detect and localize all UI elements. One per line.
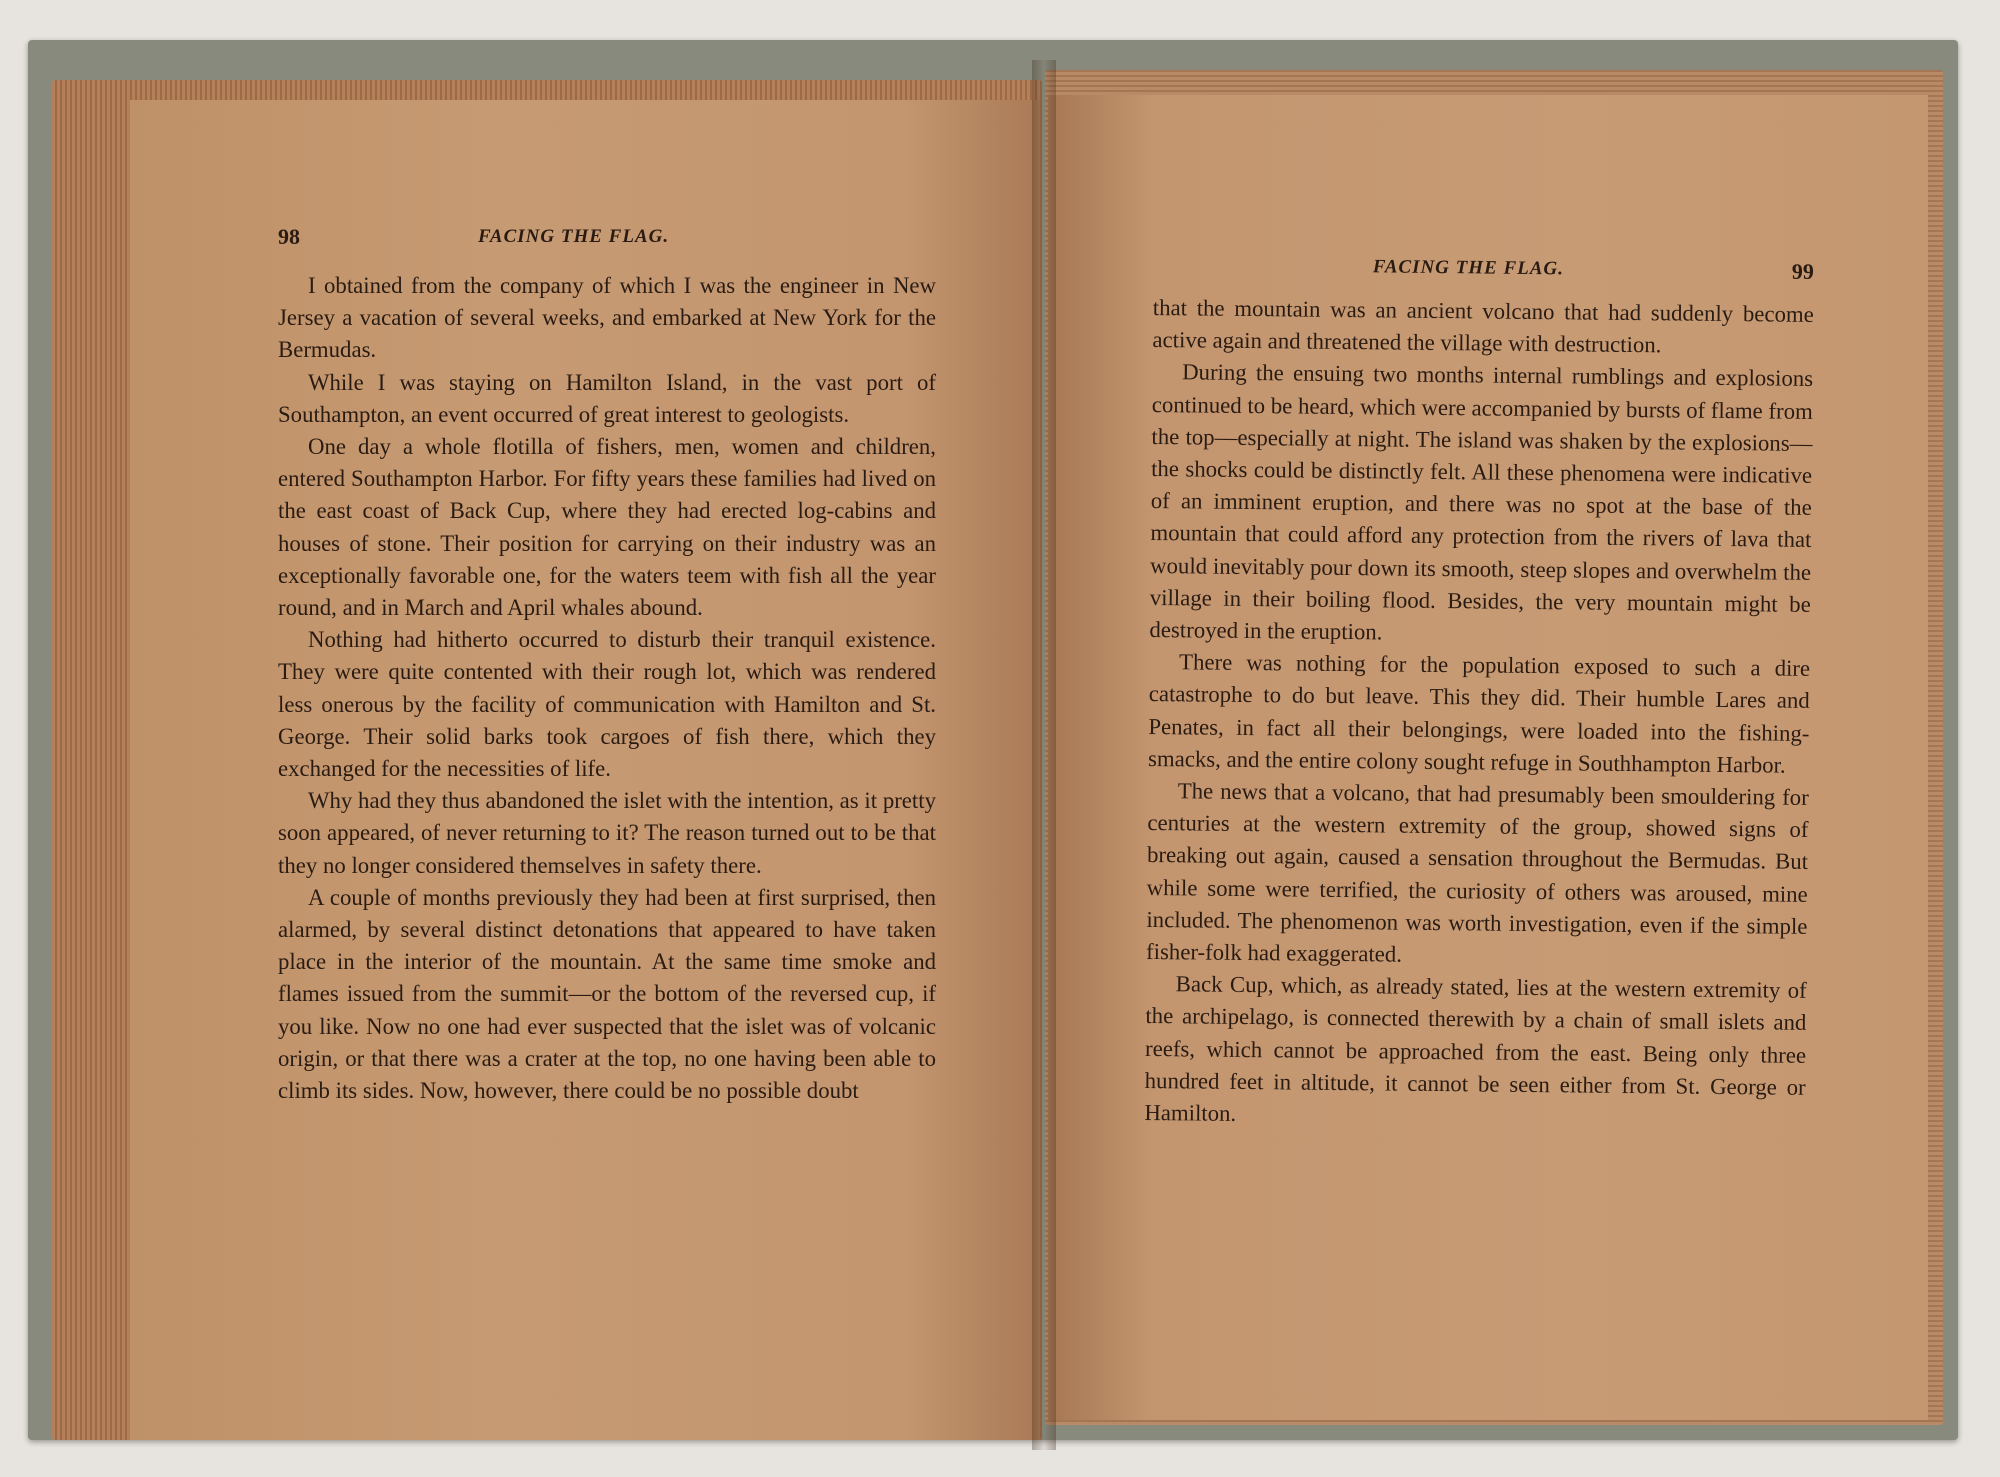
left-running-title: FACING THE FLAG.	[478, 226, 670, 247]
right-page	[1048, 95, 1928, 1420]
left-paragraph-1: I obtained from the company of which I was the engineer in New Jersey a vacation of several weeks, and embarked at New York for the Bermudas.	[278, 273, 936, 363]
book-gutter	[1032, 60, 1056, 1450]
right-paragraph-2: During the ensuing two months internal rumblings and explosions continued to be heard, which were accompanied by bursts of flame from the top—especially at night. The island was shaken by the explosions—the shocks could be distinctly felt. All these phenomena were indicative of an imminent eruption, and there was no spot at the base of the mountain that could afford any protection from the rivers of lava that would inevitably pour down its smooth, steep slopes and overwhelm the village in their boiling flood. Besides, the very mountain might be destroyed in the eruption.	[1149, 359, 1814, 645]
right-body-text	[1144, 292, 1814, 1136]
left-paragraph-3: One day a whole flotilla of fishers, men, women and children, entered Southampton Harbor. For fifty years these families had lived on the east coast of Back Cup, where they had erected log-cabins and houses of stone. Their position for carrying on their industry was an exceptionally favorable one, for the waters teem with fish all the year round, and in March and April whales abound.	[278, 434, 936, 621]
right-paragraph-5: Back Cup, which, as already stated, lies at the western extremity of the archipelago, is connected therewith by a chain of small islets and reefs, which cannot be approached from the east. Being only three hundred feet in altitude, it cannot be seen either from St. George or Hamilton.	[1144, 971, 1807, 1126]
left-body-text	[278, 270, 936, 1107]
right-running-title: FACING THE FLAG.	[1372, 256, 1565, 280]
right-page-number: 99	[1791, 258, 1814, 284]
left-paragraph-6: A couple of months previously they had been at first surprised, then alarmed, by several distinct detonations that appeared to have taken place in the interior of the mountain. At the same time smoke and flames issued from the summit—or the bottom of the reversed cup, if you like. Now no one had ever suspected that the islet was of volcanic origin, or that there was a crater at the top, no one having been able to climb its sides. Now, however, there could be no possible doubt	[278, 884, 936, 1104]
right-paragraph-3: There was nothing for the population exposed to such a dire catastrophe to do but leave. This they did. Their humble Lares and Penates, in fact all their belongings, were loaded into the fishing-smacks, and the entire colony sought refuge in Southhampton Harbor.	[1147, 649, 1811, 778]
left-paragraph-4: Nothing had hitherto occurred to disturb their tranquil existence. They were quite contented with their rough lot, which was rendered less onerous by the facility of communication with Hamilton and St. George. Their solid barks took cargoes of fish there, which they exchanged for the necessities of life.	[278, 627, 936, 782]
right-running-head	[1153, 252, 1814, 289]
left-paragraph-2: While I was staying on Hamilton Island, in the vast port of Southampton, an event occurred of great interest to geologists.	[278, 369, 936, 427]
left-paragraph-5: Why had they thus abandoned the islet with the intention, as it pretty soon appeared, of never returning to it? The reason turned out to be that they no longer considered themselves in safety there.	[278, 788, 936, 878]
left-page-number: 98	[278, 224, 300, 249]
right-paragraph-1: that the mountain was an ancient volcano that had suddenly become active again and threatened the village with destruction.	[1152, 294, 1814, 358]
left-page	[130, 100, 1040, 1440]
right-paragraph-4: The news that a volcano, that had presumably been smouldering for centuries at the western extremity of the group, showed signs of breaking out again, caused a sensation throughout the Bermudas. But while some were terrified, the curiosity of others was aroused, mine included. The phenomenon was worth investigation, even if the simple fisher-folk had exaggerated.	[1145, 778, 1809, 967]
left-running-head	[278, 224, 936, 254]
